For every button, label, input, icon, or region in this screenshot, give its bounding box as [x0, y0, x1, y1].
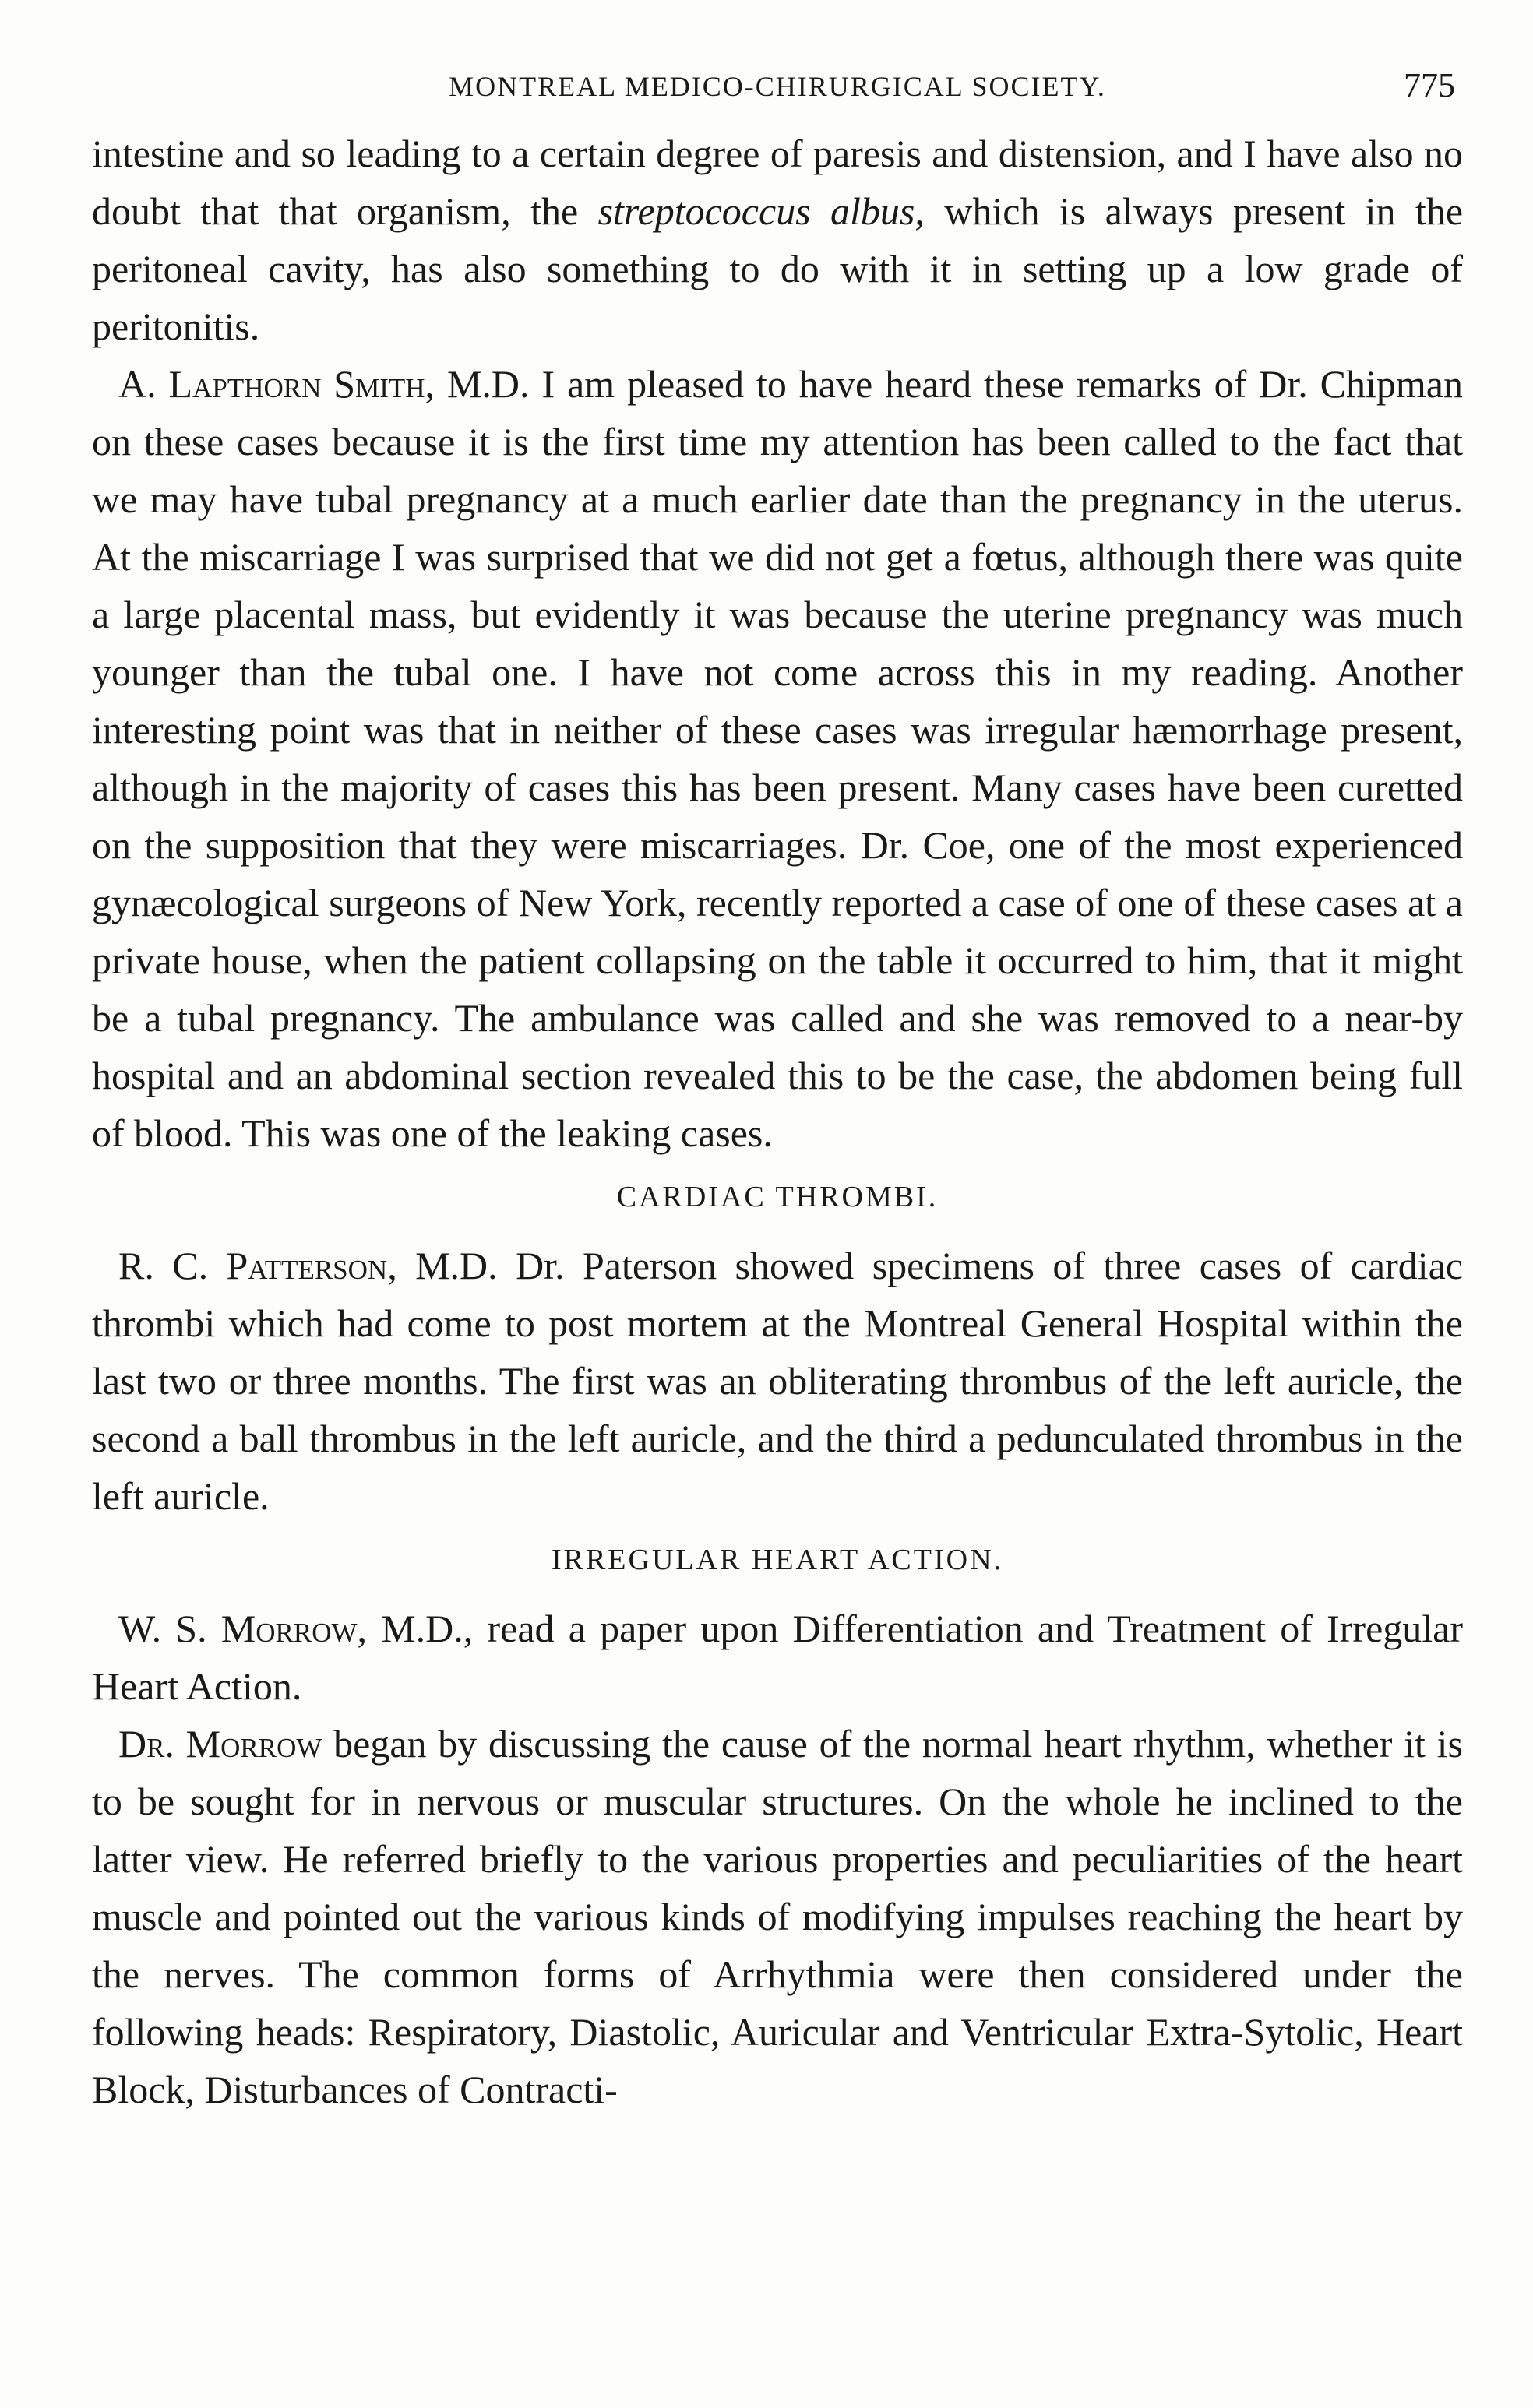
- section-heading-cardiac-thrombi: CARDIAC THROMBI.: [616, 1181, 939, 1213]
- paragraph-morrow-discussion: [92, 1715, 1463, 2118]
- page-number: 775: [1404, 66, 1455, 104]
- document-page: [92, 55, 1463, 2360]
- paragraph-text: intestine and so leading to a certain degree of paresis and distension, and I have also no doubt that that organism, the: [92, 132, 1463, 233]
- paragraph-text: Dr. Paterson showed specimens of three cases of cardiac thrombi which had come to post mortem at the Montreal General Hospital within the last two or three months. The first was an obliterating thrombus of the left auricle, the second a ball thrombus in the left auricle, and the third a pedunculated thrombus in the left auricle.: [92, 1244, 1463, 1518]
- paragraph-morrow-paper: [92, 1600, 1463, 1715]
- speaker-name: R. C. Patterson, M.D.: [118, 1244, 498, 1287]
- paragraph-patterson: [92, 1237, 1463, 1525]
- paragraph-text: I am pleased to have heard these remarks of Dr. Chipman on these cases because it is the first time my attention has been called to the fact that we may have tubal pregnancy at a much earlier date than the pregnancy in the uterus. At the miscarriage I was surprised that we did not get a fœtus, although there was quite a large placental mass, but evidently it was because the uterine pregnancy was much younger than the tubal one. I have not come across this in my reading. Another interesting point was that in neither of these cases was irregular hæmorrhage present, although in the majority of cases this has been present. Many cases have been curetted on the supposition that they were miscarriages. Dr. Coe, one of the most experienced gynæcological surgeons of New York, recently reported a case of one of these cases at a private house, when the patient collapsing on the table it occurred to him, that it might be a tubal pregnancy. The ambulance was called and she was removed to a near-by hospital and an abdominal section revealed this to be the case, the abdomen being full of blood. This was one of the leaking cases.: [92, 362, 1463, 1155]
- speaker-name: A. Lapthorn Smith, M.D.: [118, 362, 530, 406]
- paragraph-lapthorn-smith: [92, 355, 1463, 1162]
- speaker-name: Dr. Morrow: [118, 1722, 322, 1766]
- running-title: MONTREAL MEDICO-CHIRURGICAL SOCIETY.: [449, 71, 1106, 102]
- paragraph-text: began by discussing the cause of the normal heart rhythm, whether it is to be sought for in nervous or muscular structures. On the whole he inclined to the latter view. He referred briefly to the various properties and peculiarities of the heart muscle and pointed out the various kinds of modifying impulses reaching the heart by the nerves. The common forms of Arrhythmia were then considered under the following heads: Respiratory, Diastolic, Auricular and Ventricular Extra-Sytolic, Heart Block, Disturbances of Contracti-: [92, 1722, 1463, 2111]
- running-header: [92, 55, 1463, 125]
- paragraph-text: , read a paper upon Differentiation and Treatment of Irregular Heart Action.: [92, 1607, 1463, 1708]
- section-heading-irregular-heart-action: IRREGULAR HEART ACTION.: [551, 1544, 1004, 1576]
- speaker-name: W. S. Morrow, M.D.: [118, 1607, 463, 1650]
- organism-name: streptococcus albus,: [597, 189, 925, 233]
- paragraph-text: which is always present in the peritoneal cavity, has also something to do with it in setting up a low grade of peritonitis.: [92, 189, 1463, 348]
- paragraph-intestine: [92, 125, 1463, 355]
